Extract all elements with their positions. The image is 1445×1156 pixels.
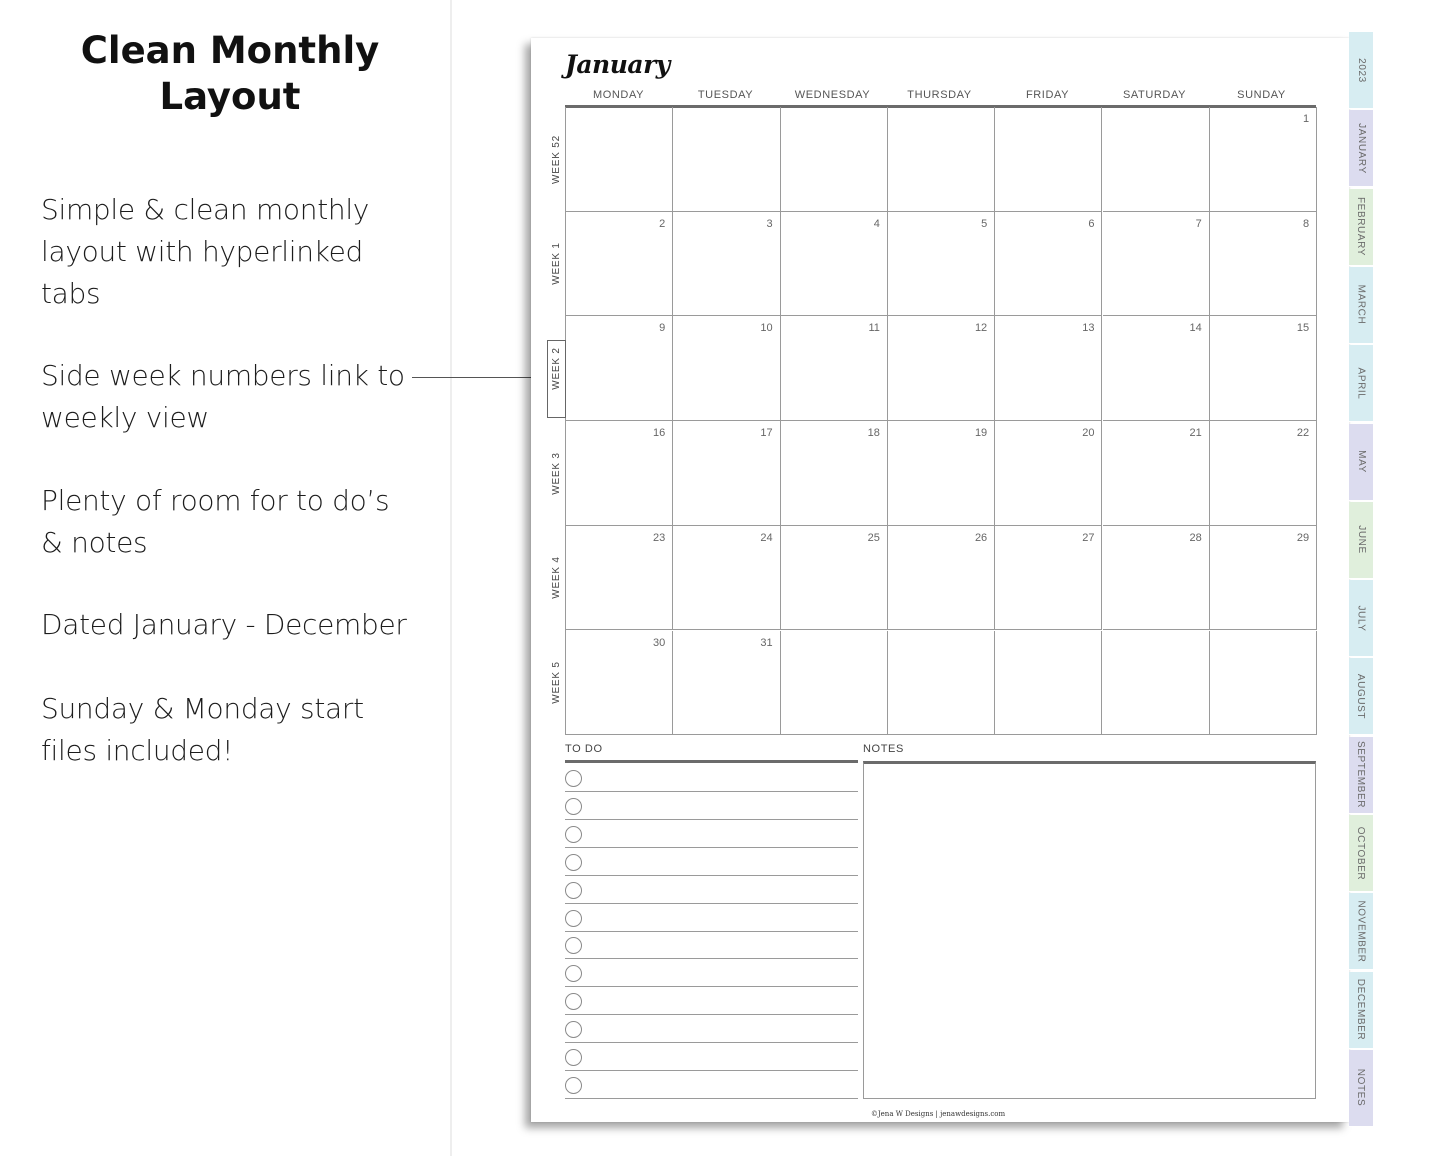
- tab-january[interactable]: [1349, 110, 1373, 187]
- tab-label: JUNE: [1355, 525, 1367, 555]
- day-cell[interactable]: [888, 316, 995, 421]
- day-number: 21: [1189, 427, 1202, 440]
- day-number: 13: [1082, 322, 1095, 335]
- tab-label: AUGUST: [1355, 673, 1367, 720]
- todo-row[interactable]: [565, 904, 858, 932]
- feature-line: files included!: [41, 734, 234, 767]
- day-cell[interactable]: [673, 107, 780, 212]
- todo-title: TO DO: [565, 743, 603, 755]
- day-cell[interactable]: [566, 526, 673, 631]
- tab-july[interactable]: [1349, 580, 1373, 657]
- tab-june[interactable]: [1349, 502, 1373, 579]
- day-number: 31: [760, 636, 773, 649]
- feature-line: weekly view: [41, 401, 209, 434]
- promo-heading: [40, 28, 420, 120]
- tab-december[interactable]: [1349, 972, 1373, 1049]
- feature-dated: [41, 604, 431, 646]
- promo-heading-line: Layout: [159, 75, 301, 118]
- day-cell[interactable]: [566, 316, 673, 421]
- day-number: 18: [867, 427, 880, 440]
- notes-title: NOTES: [863, 743, 904, 755]
- feature-week-numbers: [41, 355, 431, 439]
- week-number-link[interactable]: [541, 316, 571, 420]
- week-number-label: WEEK 1: [550, 242, 562, 285]
- feature-line: Dated January - December: [41, 608, 407, 641]
- todo-checkbox[interactable]: [565, 993, 582, 1010]
- feature-start-files: [41, 688, 431, 772]
- todo-row[interactable]: [565, 820, 858, 848]
- todo-row[interactable]: [565, 1071, 858, 1099]
- day-number: 19: [974, 427, 988, 440]
- day-cell[interactable]: [995, 107, 1102, 212]
- tab-april[interactable]: [1349, 345, 1373, 422]
- day-cell[interactable]: [1103, 212, 1210, 317]
- day-cell[interactable]: [888, 631, 995, 736]
- week-number-label: WEEK 5: [550, 661, 562, 704]
- weekday-header: MONDAY: [592, 89, 645, 101]
- feature-line: Side week numbers link to: [41, 359, 405, 392]
- day-number: 16: [653, 427, 666, 440]
- todo-checkbox[interactable]: [565, 826, 582, 843]
- day-cell[interactable]: [781, 526, 888, 631]
- feature-line: layout with hyperlinked: [41, 235, 364, 268]
- todo-checkbox[interactable]: [565, 910, 582, 927]
- todo-checkbox[interactable]: [565, 1049, 582, 1066]
- day-cell[interactable]: [995, 421, 1102, 526]
- footer-credit: ©Jena W Designs | jenawdesigns.com: [870, 1110, 1006, 1118]
- day-number: 30: [653, 636, 666, 649]
- promo-heading-line: Clean Monthly: [80, 29, 380, 72]
- weekday-header: SATURDAY: [1122, 89, 1187, 101]
- notes-area[interactable]: [863, 761, 1316, 1099]
- panel-divider: [450, 0, 452, 1156]
- day-cell[interactable]: [566, 421, 673, 526]
- tab-label: NOTES: [1355, 1069, 1367, 1107]
- day-cell[interactable]: [1103, 107, 1210, 212]
- feature-line: Simple & clean monthly: [41, 193, 370, 226]
- day-number: 8: [1302, 217, 1310, 230]
- todo-checkbox[interactable]: [565, 1021, 582, 1038]
- day-number: 22: [1296, 427, 1310, 440]
- day-number: 3: [766, 217, 773, 230]
- day-cell[interactable]: [566, 107, 673, 212]
- todo-row[interactable]: [565, 792, 858, 820]
- day-cell[interactable]: [566, 631, 673, 736]
- todo-checkbox[interactable]: [565, 965, 582, 982]
- day-number: 26: [974, 531, 988, 544]
- todo-row[interactable]: [565, 987, 858, 1015]
- day-number: 4: [873, 217, 880, 230]
- day-cell[interactable]: [1103, 421, 1210, 526]
- weekday-header: WEDNESDAY: [794, 89, 871, 101]
- calendar-grid: [565, 107, 1316, 735]
- tab-label: APRIL: [1355, 367, 1367, 400]
- day-cell[interactable]: [781, 421, 888, 526]
- tab-march[interactable]: [1349, 267, 1373, 344]
- feature-tabs: [41, 189, 431, 315]
- tab-label: NOVEMBER: [1355, 900, 1367, 963]
- day-cell[interactable]: [888, 212, 995, 317]
- todo-checkbox[interactable]: [565, 882, 582, 899]
- day-number: 1: [1302, 113, 1310, 125]
- tab-label: OCTOBER: [1355, 826, 1367, 880]
- tab-2023[interactable]: [1349, 32, 1373, 109]
- week-number-link[interactable]: [541, 421, 571, 525]
- todo-row[interactable]: [565, 1015, 858, 1043]
- day-cell[interactable]: [888, 421, 995, 526]
- feature-line: Sunday & Monday start: [41, 692, 364, 725]
- promo-panel: [0, 0, 452, 1156]
- day-cell[interactable]: [995, 526, 1102, 631]
- todo-row[interactable]: [565, 959, 858, 987]
- day-number: 23: [653, 531, 666, 544]
- week-number-label: WEEK 3: [550, 451, 562, 495]
- day-number: 28: [1189, 531, 1202, 544]
- week-number-link[interactable]: [541, 631, 571, 735]
- tab-may[interactable]: [1349, 424, 1373, 501]
- week-number-link[interactable]: [541, 212, 571, 316]
- feature-line: tabs: [41, 277, 101, 310]
- day-number: 29: [1296, 531, 1310, 544]
- day-cell[interactable]: [888, 107, 995, 212]
- tab-label: FEBRUARY: [1355, 197, 1367, 257]
- day-cell[interactable]: [1210, 316, 1317, 421]
- day-number: 24: [760, 531, 773, 544]
- todo-row[interactable]: [565, 876, 858, 904]
- tab-notes[interactable]: [1349, 1050, 1373, 1127]
- weekday-header: THURSDAY: [907, 89, 972, 101]
- tab-november[interactable]: [1349, 893, 1373, 970]
- feature-todo-notes: [41, 480, 431, 564]
- day-cell[interactable]: [673, 526, 780, 631]
- tab-label: MAY: [1355, 450, 1367, 473]
- tab-label: DECEMBER: [1355, 978, 1367, 1041]
- todo-row[interactable]: [565, 931, 858, 959]
- todo-top-rule: [565, 760, 858, 763]
- todo-checkbox[interactable]: [565, 770, 582, 787]
- weekday-header: FRIDAY: [1025, 89, 1070, 101]
- day-number: 6: [1088, 217, 1095, 230]
- tab-label: SEPTEMBER: [1355, 741, 1367, 809]
- day-cell[interactable]: [673, 212, 780, 317]
- week-number-label: WEEK 2: [550, 347, 562, 390]
- tab-label: MARCH: [1355, 285, 1367, 325]
- day-cell[interactable]: [1210, 526, 1317, 631]
- day-number: 9: [659, 322, 666, 335]
- week-number-label: WEEK 52: [550, 134, 562, 184]
- day-number: 20: [1082, 427, 1095, 440]
- day-number: 14: [1189, 322, 1202, 335]
- todo-row[interactable]: [565, 1043, 858, 1071]
- day-cell[interactable]: [888, 526, 995, 631]
- day-cell[interactable]: [781, 212, 888, 317]
- day-cell[interactable]: [1103, 631, 1210, 736]
- tab-label: 2023: [1355, 57, 1367, 83]
- day-cell[interactable]: [1103, 526, 1210, 631]
- day-cell[interactable]: [1210, 421, 1317, 526]
- todo-checkbox[interactable]: [565, 1077, 582, 1094]
- day-cell[interactable]: [673, 316, 780, 421]
- tab-october[interactable]: [1349, 815, 1373, 892]
- todo-checkbox[interactable]: [565, 937, 582, 954]
- day-number: 15: [1296, 322, 1310, 335]
- week-number-link[interactable]: [541, 107, 571, 211]
- todo-checkbox[interactable]: [565, 854, 582, 871]
- weekday-header: TUESDAY: [697, 89, 754, 101]
- week-number-link[interactable]: [541, 526, 571, 630]
- day-cell[interactable]: [995, 631, 1102, 736]
- day-cell[interactable]: [1210, 212, 1317, 317]
- todo-row[interactable]: [565, 764, 858, 792]
- day-cell[interactable]: [1210, 107, 1317, 212]
- day-cell[interactable]: [995, 212, 1102, 317]
- weekday-header: SUNDAY: [1237, 89, 1286, 101]
- day-number: 10: [760, 322, 773, 335]
- callout-line: [412, 377, 545, 378]
- day-number: 25: [867, 531, 880, 544]
- feature-line: Plenty of room for to do’s: [41, 484, 390, 517]
- day-number: 2: [659, 217, 666, 230]
- tab-august[interactable]: [1349, 658, 1373, 735]
- day-cell[interactable]: [781, 107, 888, 212]
- week-number-label: WEEK 4: [550, 556, 562, 600]
- day-cell[interactable]: [673, 421, 780, 526]
- tab-february[interactable]: [1349, 189, 1373, 266]
- day-number: 7: [1195, 217, 1202, 230]
- month-title: January: [565, 50, 670, 79]
- day-cell[interactable]: [1103, 316, 1210, 421]
- day-cell[interactable]: [781, 631, 888, 736]
- day-cell[interactable]: [673, 631, 780, 736]
- day-cell[interactable]: [1210, 631, 1317, 736]
- tab-label: JANUARY: [1355, 122, 1367, 174]
- day-number: 12: [974, 322, 988, 335]
- day-number: 5: [981, 217, 988, 230]
- feature-line: & notes: [41, 526, 148, 559]
- day-cell[interactable]: [781, 316, 888, 421]
- tab-label: JULY: [1355, 605, 1367, 632]
- day-number: 11: [868, 322, 880, 335]
- tab-september[interactable]: [1349, 737, 1373, 814]
- todo-row[interactable]: [565, 848, 858, 876]
- day-number: 27: [1082, 531, 1095, 544]
- todo-checkbox[interactable]: [565, 798, 582, 815]
- day-cell[interactable]: [995, 316, 1102, 421]
- day-cell[interactable]: [566, 212, 673, 317]
- day-number: 17: [760, 427, 773, 440]
